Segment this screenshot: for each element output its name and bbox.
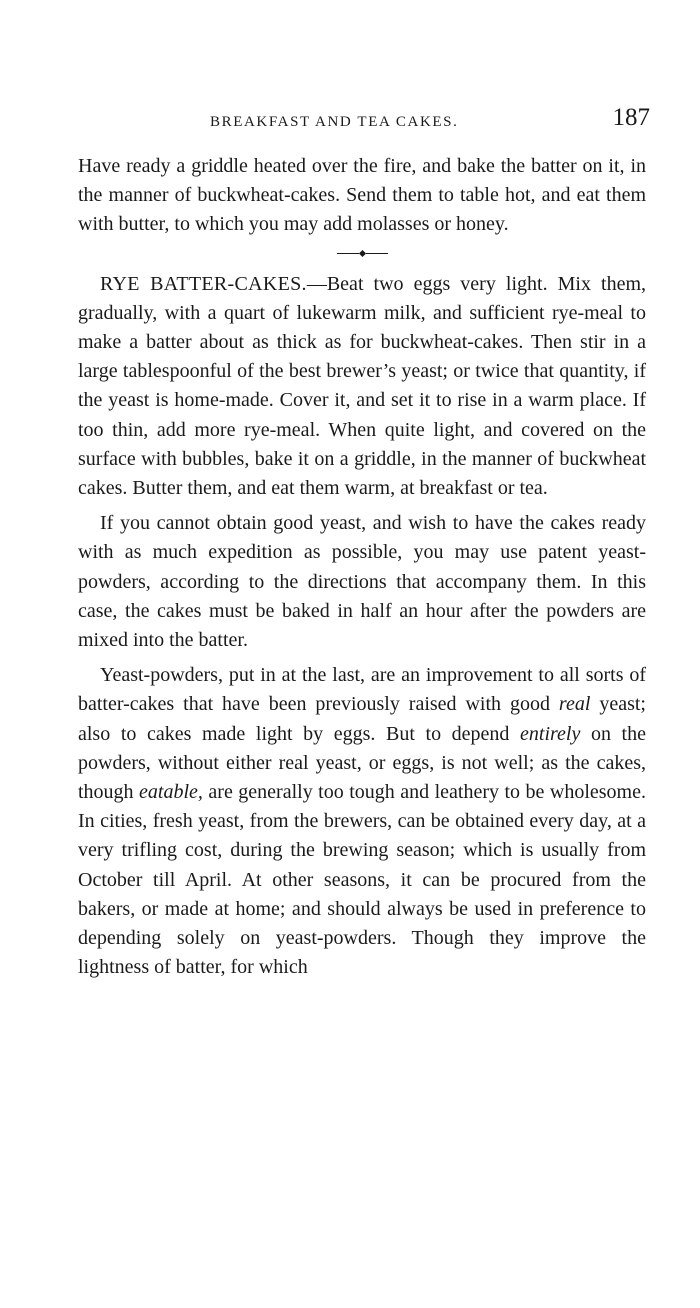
- paragraph-text: Yeast-powders, put in at the last, are an improvement to all sorts of batter-cakes that have been previously raised with good: [78, 664, 646, 716]
- yeast-alternative-paragraph: If you cannot obtain good yeast, and wish to have the cakes ready with as much expedition as possible, you may use patent yeast-powders, according to the directions that accompany them. In this case, the cakes must be baked in half an hour after the powders are mixed into the batter.: [78, 512, 646, 652]
- running-title: BREAKFAST AND TEA CAKES.: [210, 114, 459, 130]
- body-text: [78, 152, 646, 982]
- continuation-paragraph: Have ready a griddle heated over the fire, and bake the batter on it, in the manner of buckwheat-cakes. Send them to table hot, and eat them with butter, to which you may add molasses or honey.: [78, 155, 646, 236]
- paragraph-text: are generally too tough and leathery to be wholesome. In cities, fresh yeast, from the brewers, can be obtained every day, at a very trifling cost, during the brewing season; which is usually from October till April. At other seasons, it can be procured from the bakers, or made at home; and should always be used in preference to depending solely on yeast-powders. Though they improve the lightness of batter, for which: [78, 781, 646, 979]
- divider-rule-left: [337, 253, 359, 254]
- section-divider-ornament: [78, 240, 646, 268]
- running-head: [78, 104, 650, 138]
- yeast-powders-paragraph: [78, 661, 646, 982]
- divider-diamond-icon: [358, 250, 365, 257]
- recipe-paragraph: [78, 270, 646, 504]
- paragraph-text: on the powders, without either real yeast, or eggs, is not well; as the cakes, though: [78, 722, 646, 804]
- recipe-body: —Beat two eggs very light. Mix them, gradually, with a quart of lukewarm milk, and sufficient rye-meal to make a batter about as thick as for buckwheat-cakes. Then stir in a large tablespoonful of the best brewer’s yeast; or twice that quantity, if the yeast is home-made. Cover it, and set it to rise in a warm place. If too thin, add more rye-meal. When quite light, and covered on the surface with bubbles, bake it on a griddle, in the manner of buckwheat cakes. Butter them, and eat them warm, at breakfast or tea.: [78, 272, 646, 500]
- paragraph-text: yeast; also to cakes made light by eggs. But to depend: [78, 693, 646, 745]
- emphasis-entirely: entirely: [520, 722, 581, 745]
- emphasis-eatable: eatable,: [139, 781, 203, 804]
- recipe-title: RYE BATTER-CAKES.: [100, 272, 307, 295]
- page-number: 187: [612, 104, 650, 131]
- emphasis-real: real: [558, 693, 591, 716]
- divider-rule-right: [366, 253, 388, 254]
